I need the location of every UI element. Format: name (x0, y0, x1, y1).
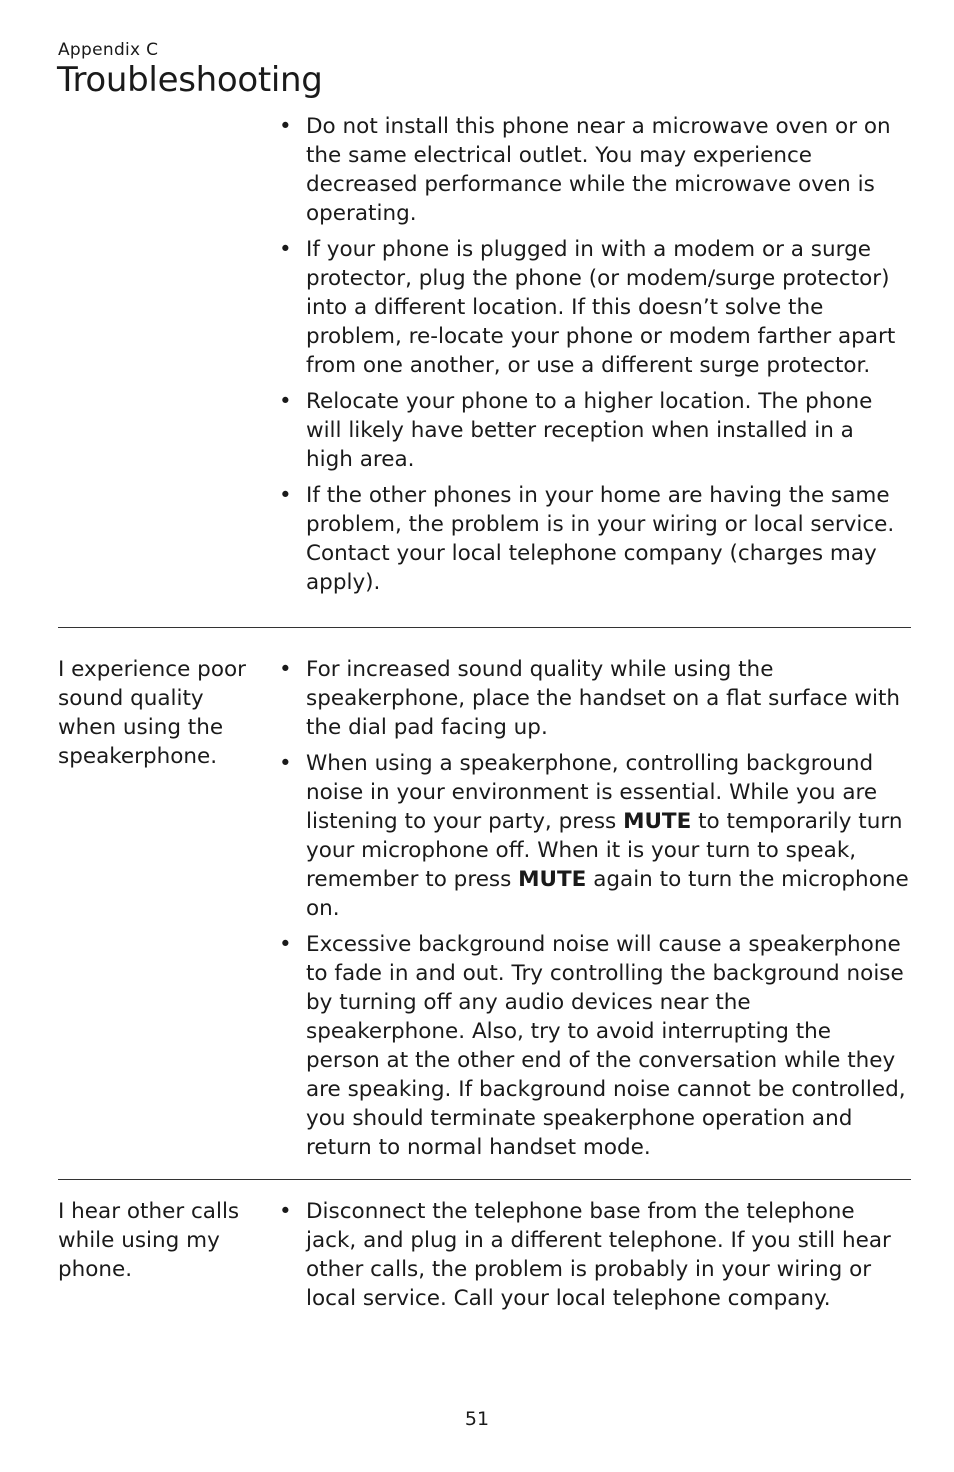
tip-text: Excessive background noise will cause a speakerphone to fade in and out. Try controlling the background noise by turning off any audio devices near the speakerphone. Also, try to avoid interrupting the person at the other end of the conversation while they are speaking. If background noise cannot be controlled, you should terminate speakerphone operation and return to normal handset mode. (306, 932, 906, 1160)
tips-list (279, 112, 906, 604)
bullet-icon: • (279, 483, 292, 508)
bullet-icon: • (279, 237, 292, 262)
section-divider (58, 627, 911, 628)
tip-item (279, 387, 906, 474)
tip-text: For increased sound quality while using the speakerphone, place the handset on a flat surface with the dial pad facing up. (306, 657, 901, 740)
tip-text-part: to temporarily turn your microphone off. When it is your turn to speak, remember to press (306, 809, 903, 892)
section-divider (58, 1179, 911, 1180)
bullet-icon: • (279, 932, 292, 957)
tip-item (279, 1197, 911, 1313)
issue-description: I experience poor sound quality when using the speakerphone. (58, 657, 246, 769)
page-title: Troubleshooting (57, 60, 323, 100)
tip-item (279, 655, 911, 742)
bullet-icon: • (279, 751, 292, 776)
tip-text: Relocate your phone to a higher location. The phone will likely have better reception when installed in a high area. (306, 389, 873, 472)
bullet-icon: • (279, 389, 292, 414)
tip-item (279, 112, 906, 228)
page-number: 51 (464, 1408, 490, 1430)
mute-key-label: MUTE (623, 809, 692, 834)
tip-text: Do not install this phone near a microwave oven or on the same electrical outlet. You may experience decreased performance while the microwave oven is operating. (306, 114, 891, 226)
tip-text: If the other phones in your home are having the same problem, the problem is in your wiring or local service. Contact your local telephone company (charges may apply). (306, 483, 895, 595)
tip-text-part: again to turn the microphone on. (306, 867, 909, 921)
bullet-icon: • (279, 1199, 292, 1224)
appendix-label: Appendix C (58, 40, 159, 60)
tips-list (279, 1197, 911, 1320)
bullet-icon: • (279, 114, 292, 139)
tip-text: If your phone is plugged in with a modem or a surge protector, plug the phone (or modem/surge protector) into a different location. If this doesn’t solve the problem, re-locate your phone or modem farther apart from one another, or use a different surge protector. (306, 237, 896, 378)
tip-text-part: When using a speakerphone, controlling background noise in your environment is essential. While you are listening to your party, press (306, 751, 878, 834)
tip-item (279, 235, 906, 380)
issue-description: I hear other calls while using my phone. (58, 1199, 240, 1282)
bullet-icon: • (279, 657, 292, 682)
tips-list (279, 655, 911, 1169)
tip-text: Disconnect the telephone base from the telephone jack, and plug in a different telephone. If you still hear other calls, the problem is probably in your wiring or local service. Call your local telephone company. (306, 1199, 891, 1311)
tip-item (279, 481, 906, 597)
tip-item (279, 930, 911, 1162)
mute-key-label: MUTE (518, 867, 587, 892)
tip-item (279, 749, 911, 923)
